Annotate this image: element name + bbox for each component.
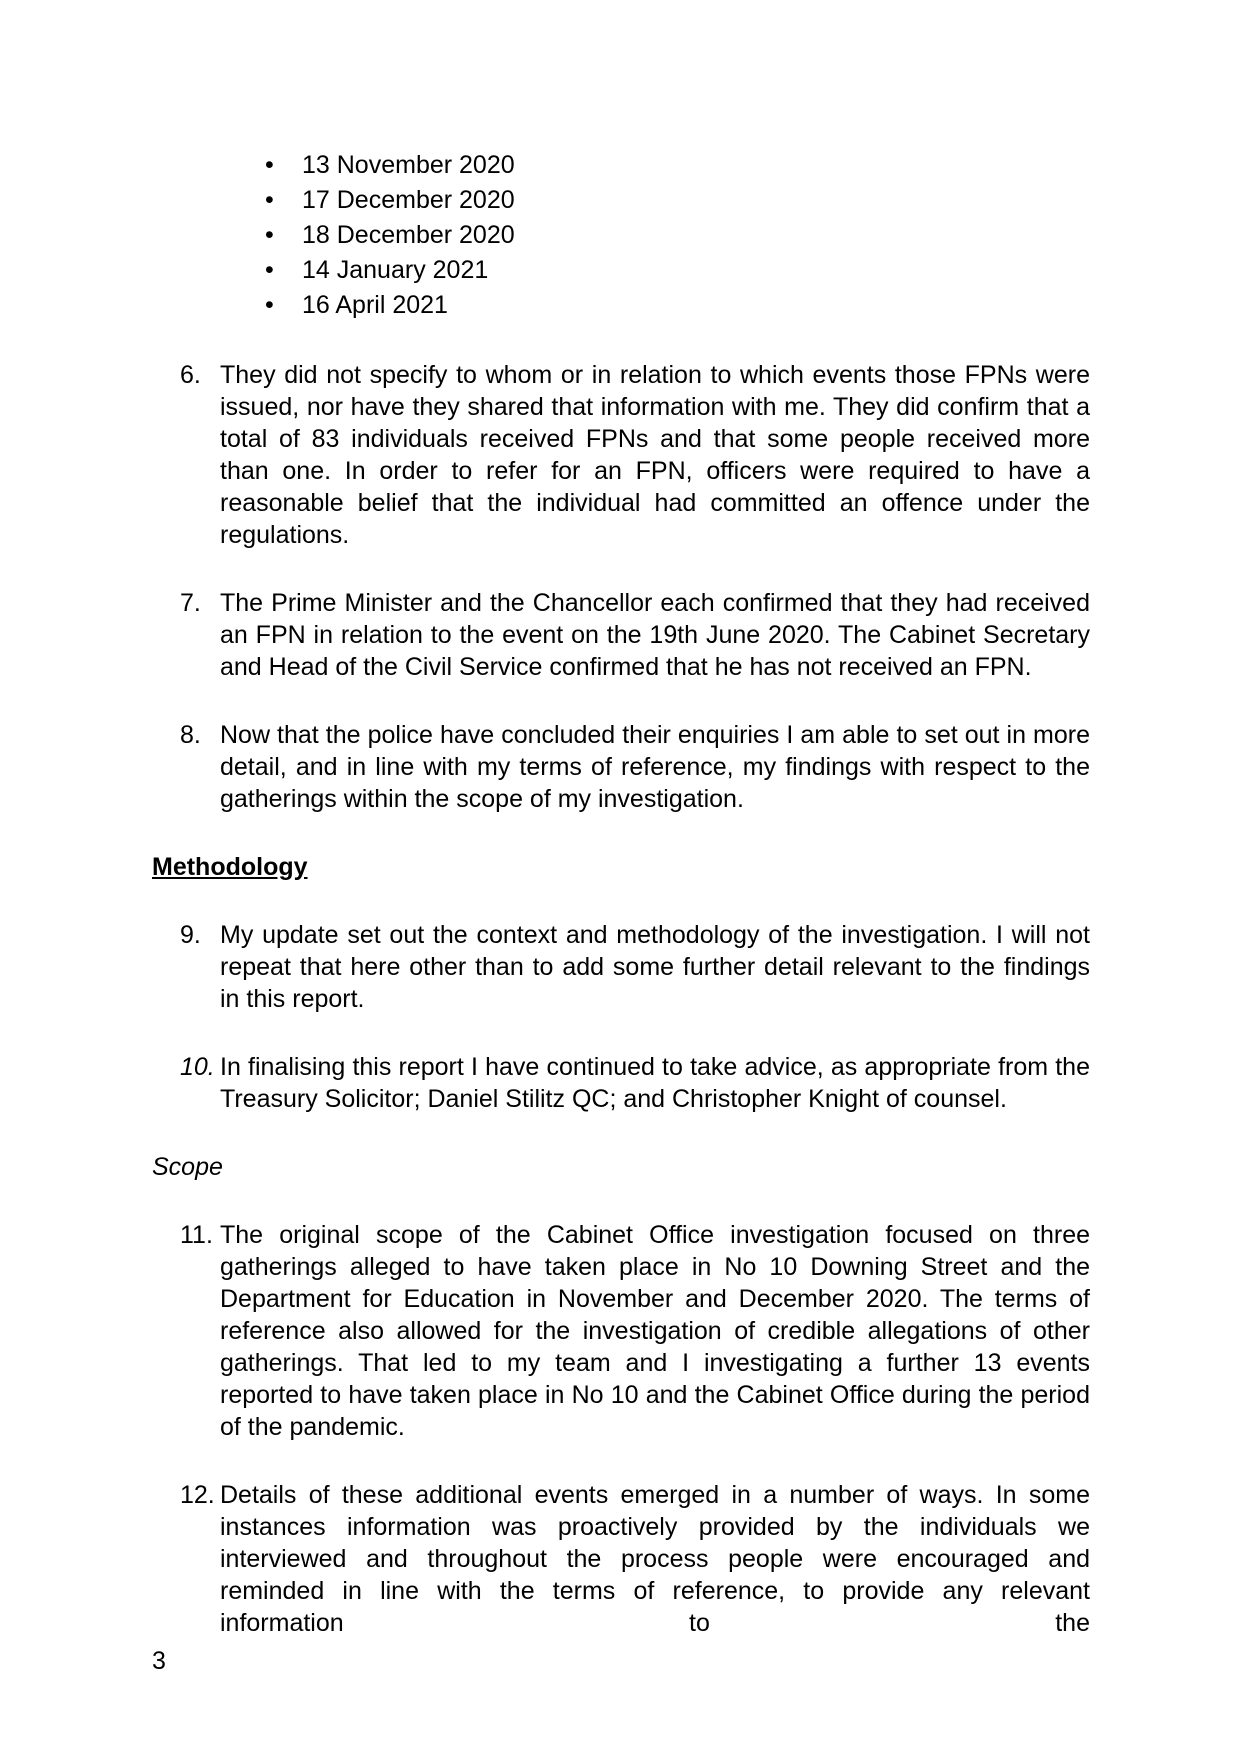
paragraph-number: 7. xyxy=(180,589,201,617)
paragraph-text: The Prime Minister and the Chancellor each confirmed that they had received an FPN in relation to the event on the 19th June 2020. The Cabinet Secretary and Head of the Civil Service confirmed that he has not received an FPN. xyxy=(220,589,1090,681)
subsection-heading-scope: Scope xyxy=(152,1153,223,1181)
paragraph-12 xyxy=(152,1479,1090,1639)
bullet-icon: • xyxy=(265,151,274,179)
bullet-icon: • xyxy=(265,186,274,214)
bullet-icon: • xyxy=(265,291,274,319)
paragraph-number: 10. xyxy=(180,1053,215,1081)
paragraph-number: 9. xyxy=(180,921,201,949)
fpn-dates-list xyxy=(152,148,1090,323)
paragraph-8 xyxy=(152,719,1090,815)
section-heading-methodology: Methodology xyxy=(152,853,308,881)
bullet-date: 13 November 2020 xyxy=(302,151,515,179)
bullet-date: 18 December 2020 xyxy=(302,221,515,249)
bullet-date: 16 April 2021 xyxy=(302,291,448,319)
paragraph-number: 8. xyxy=(180,721,201,749)
bullet-icon: • xyxy=(265,256,274,284)
list-item xyxy=(152,183,1090,218)
paragraph-text: In finalising this report I have continued to take advice, as appropriate from the Treasury Solicitor; Daniel Stilitz QC; and Christopher Knight of counsel. xyxy=(220,1053,1090,1113)
list-item xyxy=(152,148,1090,183)
paragraph-text: My update set out the context and methodology of the investigation. I will not repeat that here other than to add some further detail relevant to the findings in this report. xyxy=(220,921,1090,1013)
bullet-icon: • xyxy=(265,221,274,249)
paragraph-text: The original scope of the Cabinet Office investigation focused on three gatherings alleged to have taken place in No 10 Downing Street and the Department for Education in November and December 2020. The terms of reference also allowed for the investigation of credible allegations of other gatherings. That led to my team and I investigating a further 13 events reported to have taken place in No 10 and the Cabinet Office during the period of the pandemic. xyxy=(220,1221,1090,1441)
paragraph-text: Now that the police have concluded their enquiries I am able to set out in more detail, and in line with my terms of reference, my findings with respect to the gatherings within the scope of my investigation. xyxy=(220,721,1090,813)
list-item xyxy=(152,288,1090,323)
paragraph-9 xyxy=(152,919,1090,1015)
paragraph-number: 12. xyxy=(180,1481,215,1509)
bullet-date: 14 January 2021 xyxy=(302,256,489,284)
paragraph-6 xyxy=(152,359,1090,551)
bullet-date: 17 December 2020 xyxy=(302,186,515,214)
page-number: 3 xyxy=(152,1647,166,1675)
paragraph-7 xyxy=(152,587,1090,683)
paragraph-10 xyxy=(152,1051,1090,1115)
paragraph-text: Details of these additional events emerged in a number of ways. In some instances information was proactively provided by the individuals we interviewed and throughout the process people were encouraged and reminded in line with the terms of reference, to provide any relevant information to the xyxy=(220,1481,1090,1637)
paragraph-11 xyxy=(152,1219,1090,1443)
paragraph-number: 6. xyxy=(180,361,201,389)
paragraph-number: 11. xyxy=(180,1221,213,1249)
list-item xyxy=(152,253,1090,288)
paragraph-text: They did not specify to whom or in relation to which events those FPNs were issued, nor have they shared that information with me. They did confirm that a total of 83 individuals received FPNs and that some people received more than one. In order to refer for an FPN, officers were required to have a reasonable belief that the individual had committed an offence under the regulations. xyxy=(220,361,1090,549)
list-item xyxy=(152,218,1090,253)
